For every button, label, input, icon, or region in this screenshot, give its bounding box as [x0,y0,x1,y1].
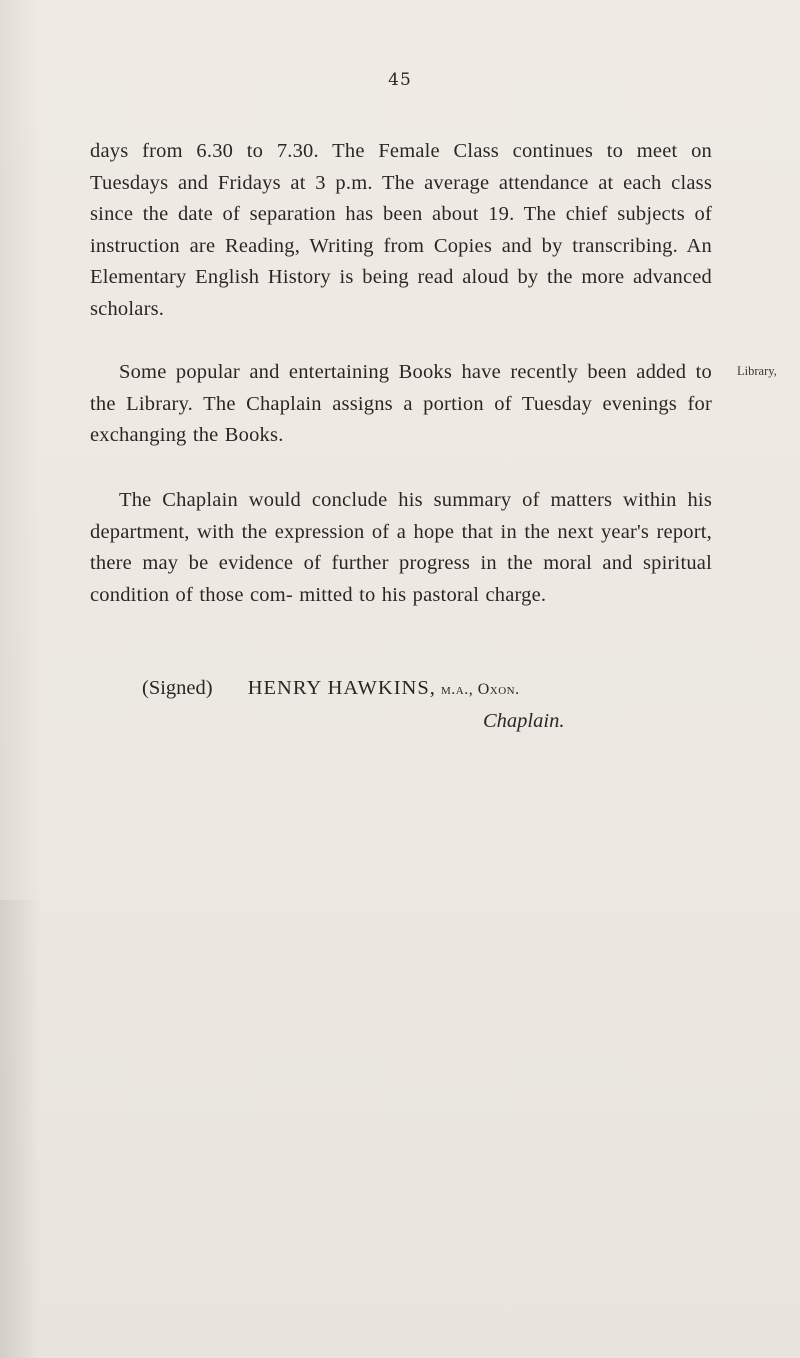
paragraph-library-books: Some popular and entertaining Books have recently been added to the Library. The Chaplain assigns a portion of Tuesday evenings for exchanging the Books. [90,361,712,447]
paragraph-class-schedule: days from 6.30 to 7.30. The Female Class continues to meet on Tuesdays and Fridays at 3 p.m. The average attendance at each class since the date of separation has been about 19. The chief subjects of instruction are Reading, Writing from Copies and by transcribing. An Elementary English History is being read aloud by the more advanced scholars. [90,140,712,320]
paragraph-conclusion: The Chaplain would conclude his summary of matters within his department, with the expression of a hope that in the next year's report, there may be evidence of further progress in the moral and spiritual condition of those com- mitted to his pastoral charge. [90,489,712,606]
page-number: 45 [388,70,412,90]
margin-note-library: Library, [737,364,777,378]
signed-label: (Signed) [142,677,213,699]
signatory-name: HENRY HAWKINS, [247,677,436,699]
signatory-degree: m.a., Oxon. [440,681,520,698]
page-edge-shadow [0,900,40,1358]
signatory-title: Chaplain. [483,710,565,732]
signature-line [142,677,520,700]
